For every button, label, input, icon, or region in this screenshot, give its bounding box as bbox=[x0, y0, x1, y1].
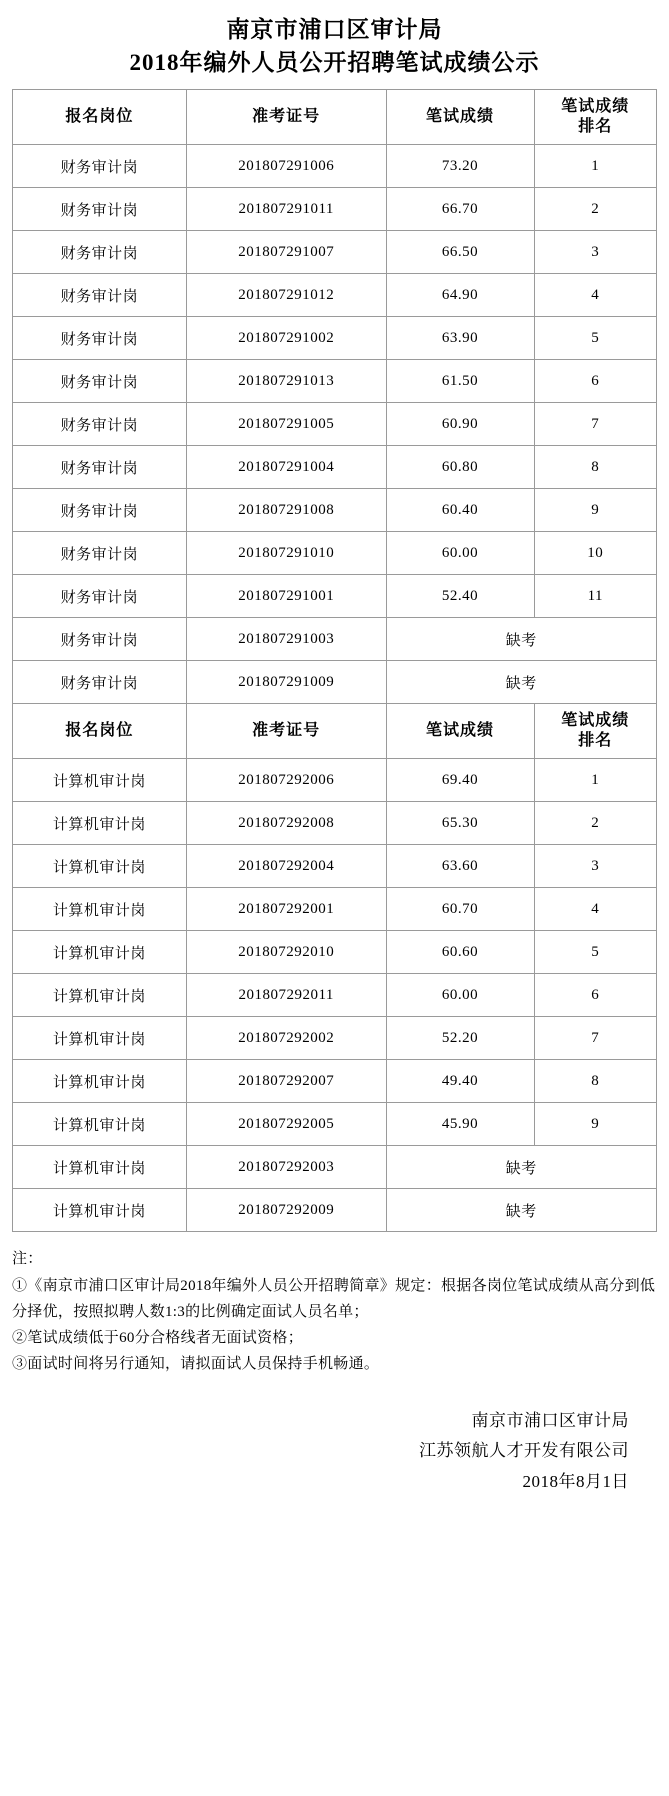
cell-score: 69.40 bbox=[386, 759, 534, 802]
cell-post: 财务审计岗 bbox=[13, 661, 187, 704]
column-header-rank-line2: 排名 bbox=[578, 118, 613, 136]
cell-ticket-number: 201807291002 bbox=[186, 317, 386, 360]
cell-post: 计算机审计岗 bbox=[13, 802, 187, 845]
cell-rank: 3 bbox=[534, 231, 656, 274]
column-header-score: 笔试成绩 bbox=[386, 90, 534, 145]
cell-score: 60.40 bbox=[386, 489, 534, 532]
table-row bbox=[13, 974, 657, 1017]
cell-score: 60.90 bbox=[386, 403, 534, 446]
title-line-1: 南京市浦口区审计局 bbox=[226, 17, 443, 42]
cell-post: 计算机审计岗 bbox=[13, 759, 187, 802]
column-header-rank bbox=[534, 90, 656, 145]
table-row bbox=[13, 618, 657, 661]
cell-ticket-number: 201807292005 bbox=[186, 1103, 386, 1146]
cell-ticket-number: 201807292002 bbox=[186, 1017, 386, 1060]
cell-rank: 7 bbox=[534, 403, 656, 446]
cell-rank: 6 bbox=[534, 360, 656, 403]
table-row bbox=[13, 1060, 657, 1103]
cell-score: 60.60 bbox=[386, 931, 534, 974]
cell-post: 财务审计岗 bbox=[13, 188, 187, 231]
title-line-2: 2018年编外人员公开招聘笔试成绩公示 bbox=[129, 49, 540, 75]
table-row bbox=[13, 360, 657, 403]
cell-post: 财务审计岗 bbox=[13, 360, 187, 403]
column-header-rank bbox=[534, 704, 656, 759]
cell-ticket-number: 201807291007 bbox=[186, 231, 386, 274]
cell-post: 计算机审计岗 bbox=[13, 974, 187, 1017]
cell-rank: 3 bbox=[534, 845, 656, 888]
cell-absent: 缺考 bbox=[386, 661, 657, 704]
cell-rank: 2 bbox=[534, 188, 656, 231]
cell-score: 60.80 bbox=[386, 446, 534, 489]
table-row bbox=[13, 274, 657, 317]
cell-ticket-number: 201807291005 bbox=[186, 403, 386, 446]
table-row bbox=[13, 1017, 657, 1060]
cell-rank: 4 bbox=[534, 274, 656, 317]
cell-ticket-number: 201807292007 bbox=[186, 1060, 386, 1103]
cell-rank: 2 bbox=[534, 802, 656, 845]
table-row bbox=[13, 446, 657, 489]
table-row bbox=[13, 931, 657, 974]
table-row bbox=[13, 575, 657, 618]
cell-absent: 缺考 bbox=[386, 1189, 657, 1232]
column-header-rank-line1: 笔试成绩 bbox=[561, 712, 630, 730]
table-header-row bbox=[13, 704, 657, 759]
cell-ticket-number: 201807291013 bbox=[186, 360, 386, 403]
cell-ticket-number: 201807291003 bbox=[186, 618, 386, 661]
cell-ticket-number: 201807292011 bbox=[186, 974, 386, 1017]
cell-post: 计算机审计岗 bbox=[13, 931, 187, 974]
cell-rank: 5 bbox=[534, 317, 656, 360]
cell-score: 52.40 bbox=[386, 575, 534, 618]
cell-post: 财务审计岗 bbox=[13, 532, 187, 575]
table-row bbox=[13, 532, 657, 575]
cell-post: 计算机审计岗 bbox=[13, 845, 187, 888]
cell-post: 财务审计岗 bbox=[13, 403, 187, 446]
cell-score: 52.20 bbox=[386, 1017, 534, 1060]
table-row bbox=[13, 145, 657, 188]
cell-post: 计算机审计岗 bbox=[13, 888, 187, 931]
cell-post: 财务审计岗 bbox=[13, 489, 187, 532]
cell-ticket-number: 201807291012 bbox=[186, 274, 386, 317]
cell-post: 计算机审计岗 bbox=[13, 1017, 187, 1060]
note-item-3: ③面试时间将另行通知，请拟面试人员保持手机畅通。 bbox=[12, 1356, 380, 1373]
notes-section bbox=[12, 1246, 657, 1377]
cell-ticket-number: 201807292001 bbox=[186, 888, 386, 931]
cell-post: 财务审计岗 bbox=[13, 145, 187, 188]
column-header-score: 笔试成绩 bbox=[386, 704, 534, 759]
cell-ticket-number: 201807292003 bbox=[186, 1146, 386, 1189]
signature-block bbox=[12, 1406, 657, 1498]
cell-score: 45.90 bbox=[386, 1103, 534, 1146]
table-row bbox=[13, 661, 657, 704]
cell-score: 66.50 bbox=[386, 231, 534, 274]
column-header-rank-line2: 排名 bbox=[578, 732, 613, 750]
cell-score: 66.70 bbox=[386, 188, 534, 231]
notes-heading: 注： bbox=[12, 1251, 43, 1268]
page-title bbox=[12, 14, 657, 79]
signature-line-1: 南京市浦口区审计局 bbox=[471, 1410, 629, 1430]
cell-rank: 10 bbox=[534, 532, 656, 575]
table-row bbox=[13, 1146, 657, 1189]
signature-date: 2018年8月1日 bbox=[522, 1471, 629, 1491]
results-table bbox=[12, 89, 657, 1232]
note-item-2: ②笔试成绩低于60分合格线者无面试资格； bbox=[12, 1330, 304, 1347]
cell-score: 61.50 bbox=[386, 360, 534, 403]
cell-absent: 缺考 bbox=[386, 618, 657, 661]
column-header-post: 报名岗位 bbox=[13, 704, 187, 759]
cell-score: 73.20 bbox=[386, 145, 534, 188]
cell-rank: 5 bbox=[534, 931, 656, 974]
cell-rank: 9 bbox=[534, 489, 656, 532]
cell-rank: 1 bbox=[534, 759, 656, 802]
table-row bbox=[13, 759, 657, 802]
column-header-ticket: 准考证号 bbox=[186, 704, 386, 759]
cell-post: 计算机审计岗 bbox=[13, 1146, 187, 1189]
cell-score: 65.30 bbox=[386, 802, 534, 845]
cell-rank: 6 bbox=[534, 974, 656, 1017]
cell-post: 财务审计岗 bbox=[13, 446, 187, 489]
cell-rank: 7 bbox=[534, 1017, 656, 1060]
table-row bbox=[13, 188, 657, 231]
cell-rank: 8 bbox=[534, 446, 656, 489]
cell-ticket-number: 201807292004 bbox=[186, 845, 386, 888]
cell-ticket-number: 201807291006 bbox=[186, 145, 386, 188]
cell-post: 财务审计岗 bbox=[13, 575, 187, 618]
table-row bbox=[13, 317, 657, 360]
cell-rank: 8 bbox=[534, 1060, 656, 1103]
column-header-ticket: 准考证号 bbox=[186, 90, 386, 145]
cell-ticket-number: 201807291004 bbox=[186, 446, 386, 489]
table-row bbox=[13, 802, 657, 845]
cell-score: 64.90 bbox=[386, 274, 534, 317]
cell-rank: 4 bbox=[534, 888, 656, 931]
cell-ticket-number: 201807291011 bbox=[186, 188, 386, 231]
cell-rank: 1 bbox=[534, 145, 656, 188]
cell-score: 49.40 bbox=[386, 1060, 534, 1103]
cell-ticket-number: 201807292010 bbox=[186, 931, 386, 974]
cell-post: 财务审计岗 bbox=[13, 317, 187, 360]
table-row bbox=[13, 1189, 657, 1232]
cell-rank: 11 bbox=[534, 575, 656, 618]
table-header-row bbox=[13, 90, 657, 145]
cell-ticket-number: 201807291008 bbox=[186, 489, 386, 532]
note-item-1: ①《南京市浦口区审计局2018年编外人员公开招聘简章》规定：根据各岗位笔试成绩从高分到低分择优，按照拟聘人数1:3的比例确定面试人员名单； bbox=[12, 1277, 656, 1320]
table-row bbox=[13, 403, 657, 446]
cell-post: 财务审计岗 bbox=[13, 274, 187, 317]
cell-ticket-number: 201807291010 bbox=[186, 532, 386, 575]
signature-line-2: 江苏领航人才开发有限公司 bbox=[419, 1441, 629, 1461]
cell-score: 63.60 bbox=[386, 845, 534, 888]
cell-score: 63.90 bbox=[386, 317, 534, 360]
cell-post: 财务审计岗 bbox=[13, 618, 187, 661]
column-header-rank-line1: 笔试成绩 bbox=[561, 98, 630, 116]
table-row bbox=[13, 1103, 657, 1146]
cell-ticket-number: 201807292009 bbox=[186, 1189, 386, 1232]
cell-score: 60.70 bbox=[386, 888, 534, 931]
column-header-post: 报名岗位 bbox=[13, 90, 187, 145]
cell-rank: 9 bbox=[534, 1103, 656, 1146]
table-row bbox=[13, 888, 657, 931]
cell-score: 60.00 bbox=[386, 532, 534, 575]
cell-post: 财务审计岗 bbox=[13, 231, 187, 274]
table-row bbox=[13, 489, 657, 532]
cell-ticket-number: 201807291001 bbox=[186, 575, 386, 618]
cell-absent: 缺考 bbox=[386, 1146, 657, 1189]
cell-post: 计算机审计岗 bbox=[13, 1103, 187, 1146]
table-row bbox=[13, 845, 657, 888]
cell-ticket-number: 201807292006 bbox=[186, 759, 386, 802]
cell-post: 计算机审计岗 bbox=[13, 1060, 187, 1103]
cell-ticket-number: 201807292008 bbox=[186, 802, 386, 845]
cell-ticket-number: 201807291009 bbox=[186, 661, 386, 704]
cell-post: 计算机审计岗 bbox=[13, 1189, 187, 1232]
cell-score: 60.00 bbox=[386, 974, 534, 1017]
table-row bbox=[13, 231, 657, 274]
